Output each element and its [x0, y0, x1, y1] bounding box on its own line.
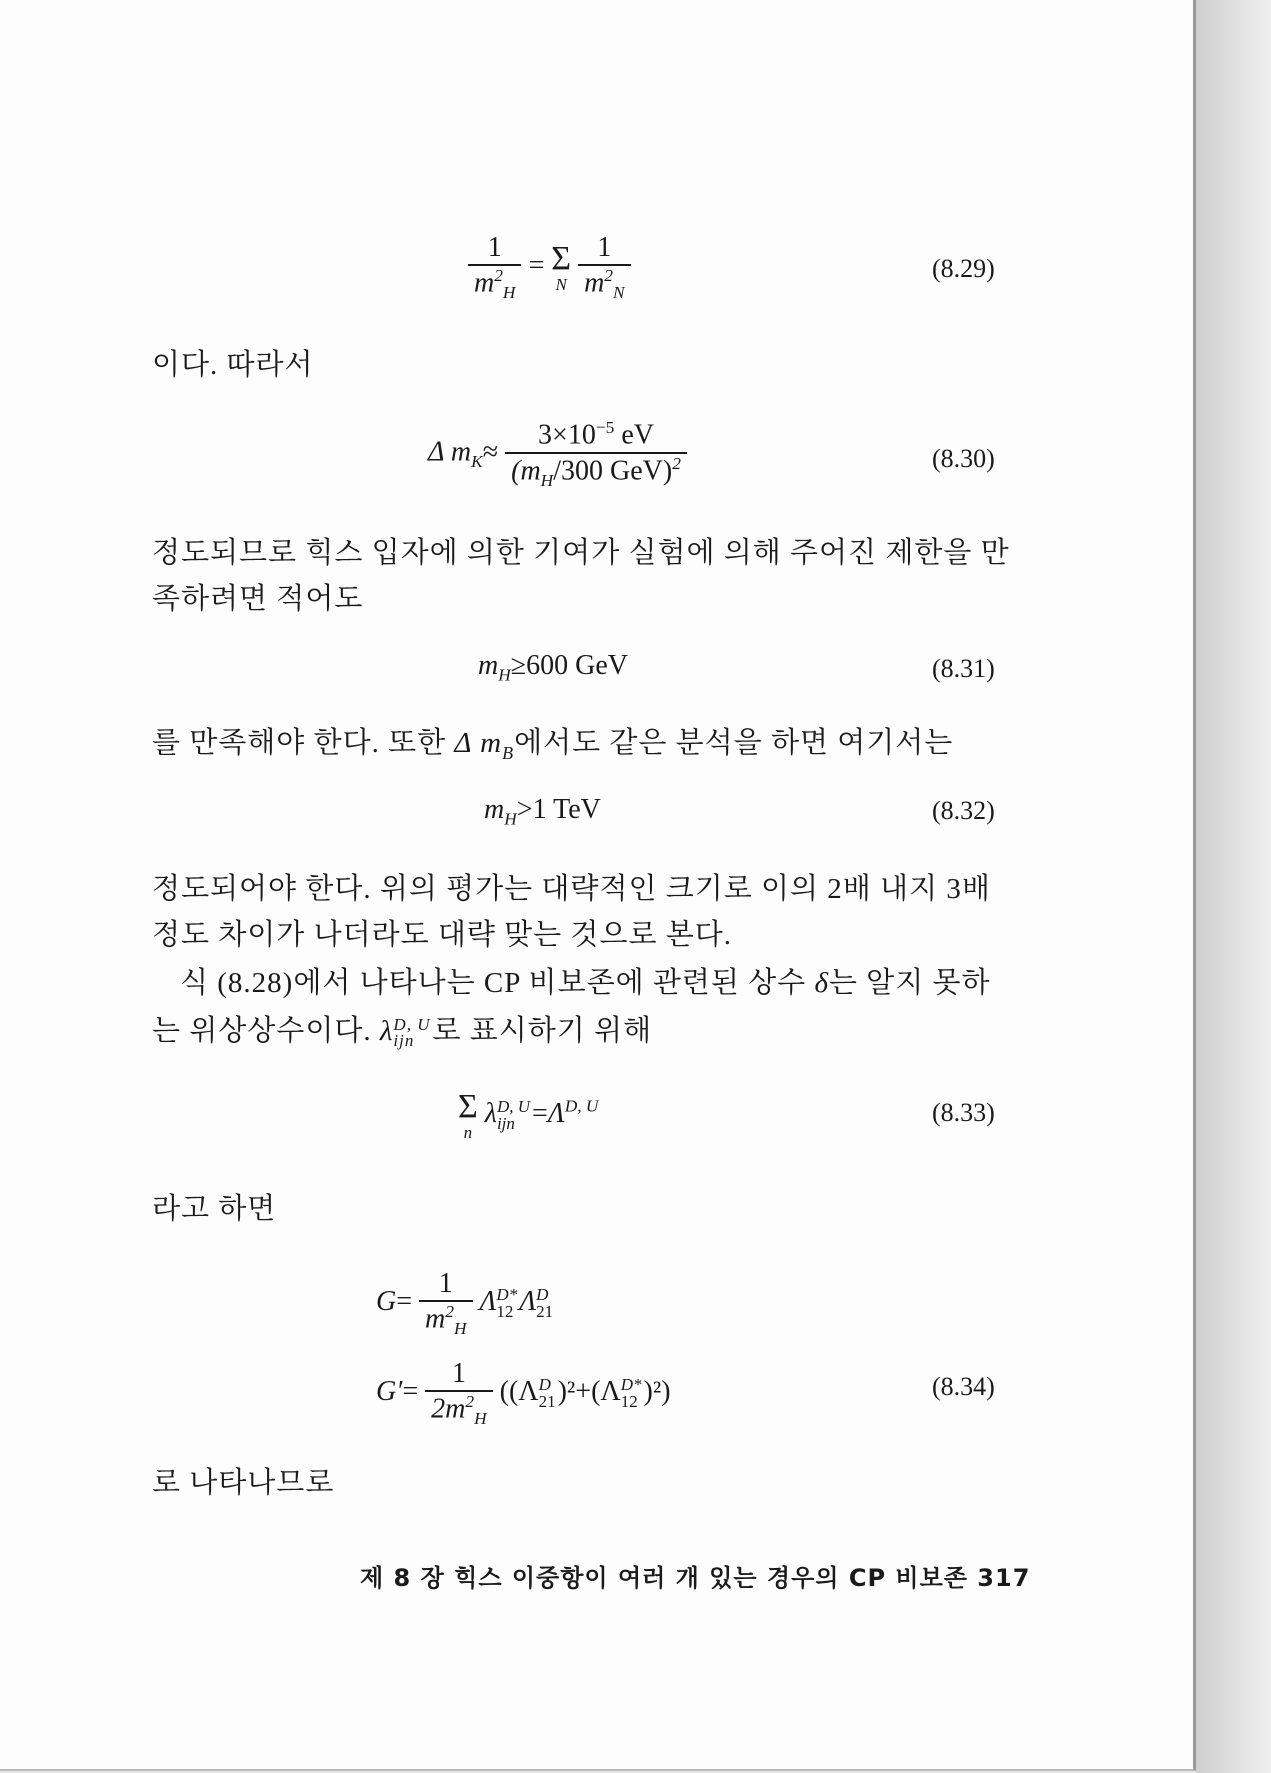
paragraph: 를 만족해야 한다. 또한 Δ $m_B$에서도 같은 분석을 하면 여기서는: [152, 727, 954, 763]
paragraph-line: 족하려면 적어도: [152, 583, 364, 615]
equation-8-29: $\frac{1}{m^2_H}$ = Σ N $\frac{1}{m^2_N}$: [468, 232, 631, 303]
paragraph-line: 정도되어야 한다. 위의 평가는 대략적인 크기로 이의 2배 내지 3배: [152, 873, 991, 905]
equation-number: (8.32): [932, 796, 995, 825]
fraction: $\frac{1}{m^2_H}$: [419, 1268, 472, 1339]
equation-number: (8.30): [932, 444, 995, 473]
paragraph-line: 정도되므로 힉스 입자에 의한 기여가 실험에 의해 주어진 제한을 만: [152, 537, 1010, 569]
equation-8-34-line2: G′= $\frac{1}{2m^2_H}$ ((Λ D 21 )²+(Λ D* 12 )²): [376, 1358, 671, 1429]
summation: Σ N: [551, 240, 572, 295]
summation: Σ n: [458, 1088, 478, 1142]
paragraph-line: 정도 차이가 나더라도 대략 맞는 것으로 본다.: [152, 919, 733, 951]
equation-8-31: $m_H\ge 600$ GeV: [478, 650, 629, 685]
paragraph-line: 식 (8.28)에서 나타나는 CP 비보존에 관련된 상수 δ는 알지 못하: [180, 967, 991, 999]
equation-8-33: Σ n λ D, U ijn $=\Lambda^{D, U}$: [458, 1088, 599, 1142]
equation-8-32: $m_H>1$ TeV: [484, 794, 601, 829]
paragraph-line: 는 위상상수이다. λ D, U ijn 로 표시하기 위해: [152, 1015, 653, 1051]
equation-number: (8.29): [932, 254, 995, 283]
fraction: $\frac{3\times 10^{-5} eV}{(m_H/300 GeV)^2}$: [505, 418, 687, 490]
fraction: $\frac{1}{m^2_H}$: [468, 232, 521, 303]
paragraph: 로 나타나므로: [152, 1467, 335, 1499]
page-edge-shadow: [1196, 0, 1271, 1773]
equation-8-30: Δ $m_K\approx$ $\frac{3\times 10^{-5} eV}{(m_H/300 GeV)^2}$: [428, 418, 687, 490]
fraction: $\frac{1}{m^2_N}$: [578, 232, 631, 303]
equation-number: (8.31): [932, 654, 995, 683]
page-footer: 제 8 장 힉스 이중항이 여러 개 있는 경우의 CP 비보존 317: [360, 1564, 1031, 1592]
equation-number: (8.34): [932, 1372, 995, 1401]
paragraph: 라고 하면: [152, 1193, 277, 1225]
fraction: $\frac{1}{2m^2_H}$: [425, 1358, 492, 1429]
equation-number: (8.33): [932, 1098, 995, 1127]
paragraph: 이다. 따라서: [152, 349, 314, 381]
equation-8-34-line1: G= $\frac{1}{m^2_H}$ Λ D* 12 Λ D 21: [376, 1268, 554, 1339]
